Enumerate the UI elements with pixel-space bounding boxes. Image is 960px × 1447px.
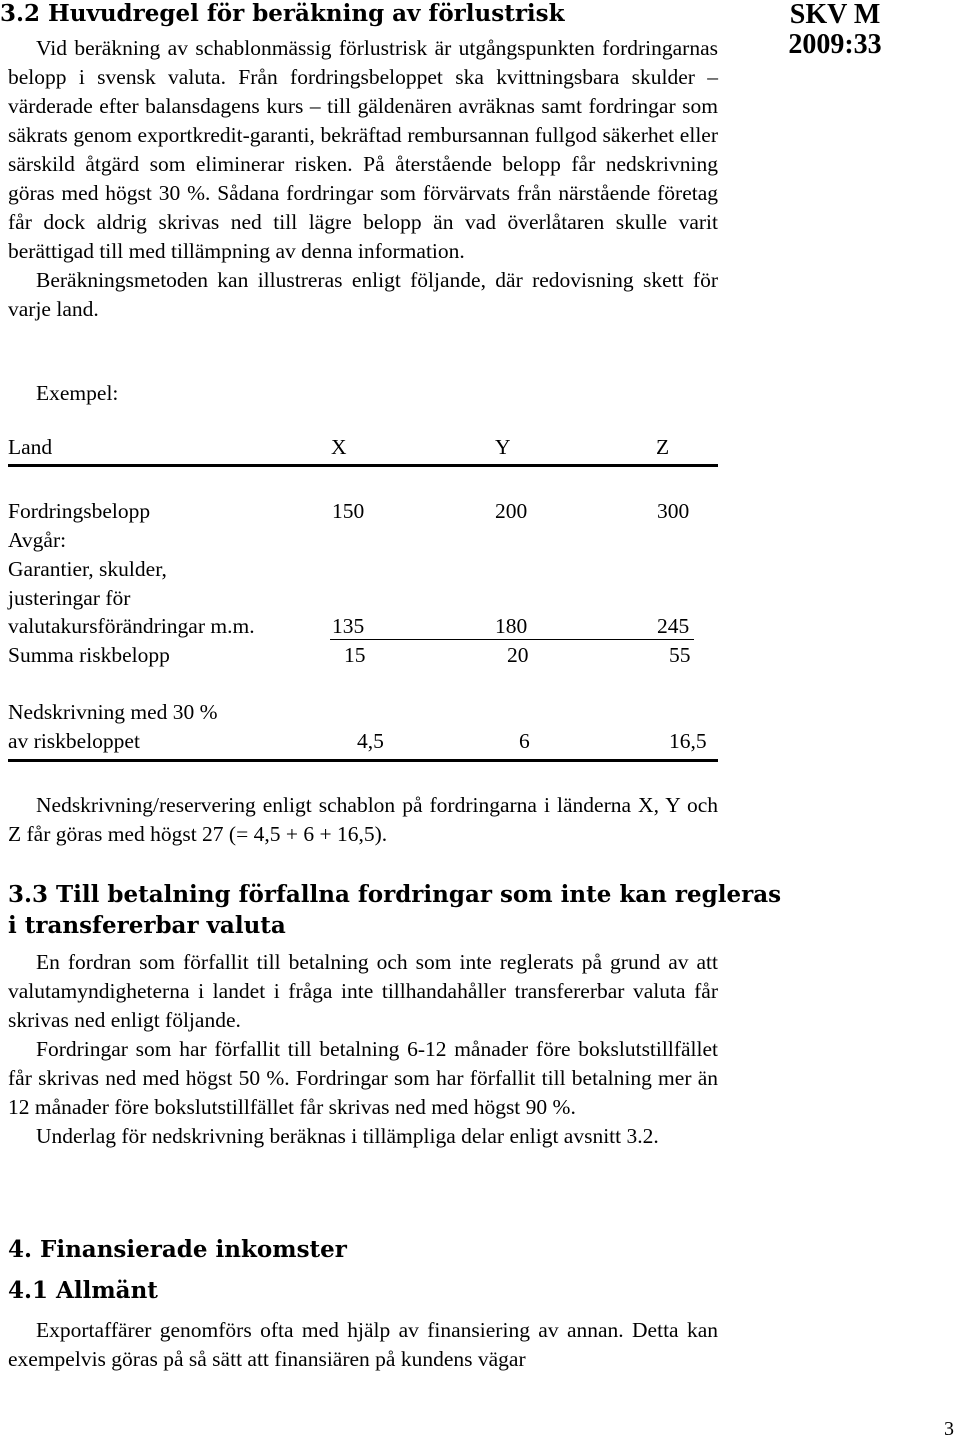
row-label-avgar: Avgår:	[8, 528, 67, 552]
cell-fordringsbelopp-y: 200	[495, 499, 528, 523]
table-bottom-rule	[8, 759, 718, 762]
after-table-paragraph: Nedskrivning/reservering enligt schablon på fordringarna i länderna X, Y och Z får göras med högst 27 (= 4,5 + 6 + 16,5).	[8, 793, 718, 846]
cell-summa-y: 20	[507, 643, 529, 667]
section-3-3-body	[8, 948, 718, 1151]
document-code-line2: 2009:33	[788, 29, 882, 60]
cell-fordringsbelopp-z: 300	[657, 499, 690, 523]
cell-nedskrivning-x: 4,5	[357, 729, 384, 753]
section-3-2-paragraph-2: Beräkningsmetoden kan illustreras enligt följande, där redovisning skett för varje land.	[8, 268, 718, 321]
section-4-1-heading: 4.1 Allmänt	[8, 1277, 158, 1304]
cell-avgar-x: 135	[332, 614, 365, 638]
table-header-land: Land	[8, 435, 53, 459]
section-4-1-paragraph-1: Exportaffärer genomförs ofta med hjälp av finansiering av annan. Detta kan exempelvis göras på så sätt att finansiären på kundens vägar	[8, 1318, 718, 1371]
document-code	[760, 0, 910, 60]
table-header-y: Y	[495, 435, 511, 459]
cell-nedskrivning-y: 6	[519, 729, 530, 753]
cell-fordringsbelopp-x: 150	[332, 499, 365, 523]
row-label-garantier-2: justeringar för	[8, 586, 131, 610]
row-label-garantier-3: valutakursförändringar m.m.	[8, 614, 255, 638]
section-3-3-heading-line2: i transfererbar valuta	[8, 912, 286, 939]
section-3-3-paragraph-3: Underlag för nedskrivning beräknas i tillämpliga delar enligt avsnitt 3.2.	[36, 1124, 659, 1148]
cell-avgar-y: 180	[495, 614, 528, 638]
subtraction-underline	[330, 639, 694, 640]
cell-avgar-z: 245	[657, 614, 690, 638]
cell-nedskrivning-z: 16,5	[669, 729, 707, 753]
cell-summa-x: 15	[344, 643, 366, 667]
after-table-text	[8, 791, 718, 849]
cell-summa-z: 55	[669, 643, 691, 667]
example-label: Exempel:	[36, 381, 119, 405]
section-3-3-paragraph-2: Fordringar som har förfallit till betalning 6-12 månader före bokslutstillfället får skrivas ned med högst 50 %. Fordringar som har förfallit till betalning mer än 12 månader före bokslutstillfället får skrivas ned med högst 90 %.	[8, 1037, 718, 1119]
row-label-nedskrivning-1: Nedskrivning med 30 %	[8, 700, 218, 724]
section-3-3-heading-line1: 3.3 Till betalning förfallna fordringar som inte kan regleras	[8, 881, 782, 908]
section-3-2-paragraph-1: Vid beräkning av schablonmässig förlustrisk är utgångspunkten fordringarnas belopp i svensk valuta. Från fordringsbeloppet ska kvittningsbara skulder – värderade efter balansdagens kurs – till gäldenären avräknas samt fordringar som säkrats genom exportkredit-garanti, bekräftad rembursannan fullgod säkerhet eller särskild åtgärd som eliminerar risken. På återstående belopp får nedskrivning göras med högst 30 %. Sådana fordringar som förvärvats från närstående företag får dock aldrig skrivas ned till lägre belopp än vad överlåtaren skulle varit berättigad till med tillämpning av denna information.	[8, 36, 718, 263]
table-header-x: X	[331, 435, 347, 459]
row-label-garantier-1: Garantier, skulder,	[8, 557, 167, 581]
document-code-line1: SKV M	[789, 0, 881, 30]
table-header-z: Z	[656, 435, 670, 459]
page-number: 3	[944, 1418, 954, 1440]
section-3-3-paragraph-1: En fordran som förfallit till betalning och som inte reglerats på grund av att valutamyndigheterna i landet i fråga inte tillhandahåller transfererbar valuta får skrivas ned enligt följande.	[8, 950, 718, 1032]
section-3-2-heading: 3.2 Huvudregel för beräkning av förlustrisk	[0, 0, 565, 27]
row-label-nedskrivning-2: av riskbeloppet	[8, 729, 140, 753]
section-4-heading: 4. Finansierade inkomster	[8, 1236, 347, 1263]
row-label-summa: Summa riskbelopp	[8, 643, 170, 667]
section-3-2-body	[8, 34, 718, 324]
table-header-rule	[8, 464, 718, 467]
section-3-3-heading	[8, 879, 781, 941]
section-4-1-body	[8, 1316, 718, 1374]
row-label-fordringsbelopp: Fordringsbelopp	[8, 499, 151, 523]
